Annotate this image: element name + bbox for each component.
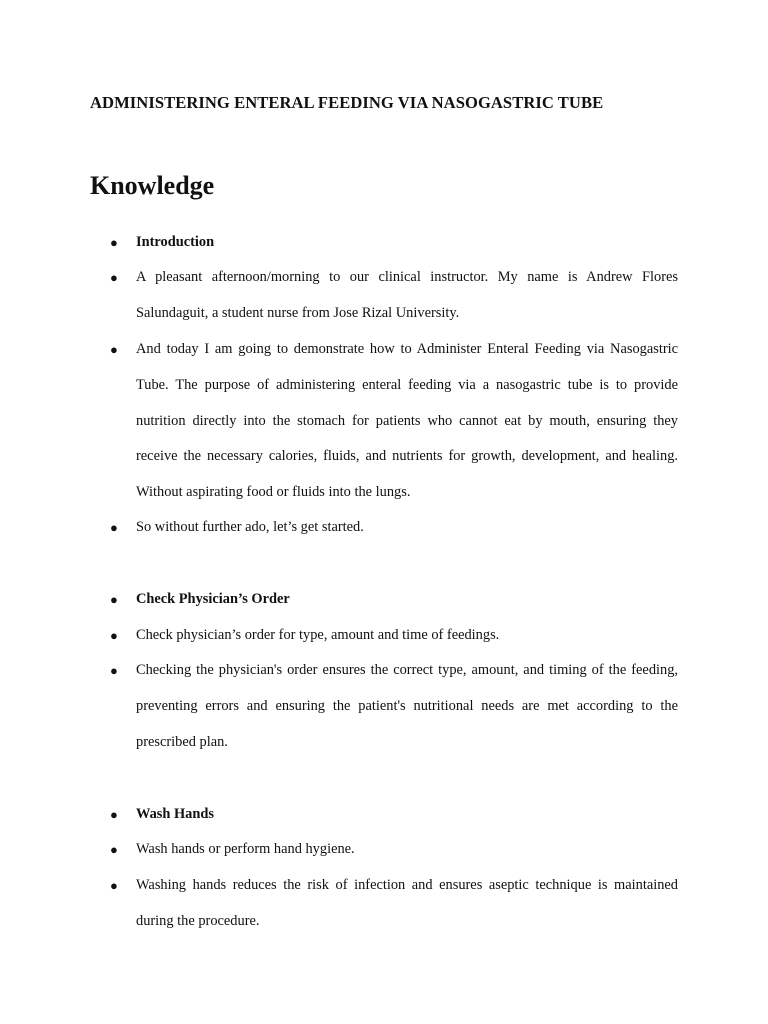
paragraph-check-order-rationale: Checking the physician's order ensures the correct type, amount, and timing of the feeding, preventing errors and ensuring the patient's nutritional needs are met according to the prescribed plan. <box>136 662 678 750</box>
paragraph-purpose: And today I am going to demonstrate how to Administer Enteral Feeding via Nasogastric Tube. The purpose of administering enteral feeding via a nasogastric tube is to provide nutrition directly into the stomach for patients who cannot eat by mouth, ensuring they receive the necessary calories, fluids, and nutrients for growth, development, and healing. Without aspirating food or fluids into the lungs. <box>136 341 678 501</box>
subheading-wash-hands: Wash Hands <box>136 806 214 822</box>
bullet-icon: ● <box>110 878 118 893</box>
document-title: ADMINISTERING ENTERAL FEEDING VIA NASOGASTRIC TUBE <box>90 93 604 112</box>
paragraph-start: So without further ado, let’s get started. <box>136 519 364 535</box>
section-heading: Knowledge <box>90 171 215 200</box>
bullet-icon: ● <box>110 270 118 285</box>
paragraph-wash-hands: Wash hands or perform hand hygiene. <box>136 841 355 857</box>
bullet-icon: ● <box>110 842 118 857</box>
paragraph-check-order: Check physician’s order for type, amount and time of feedings. <box>136 627 500 643</box>
bullet-icon: ● <box>110 663 118 678</box>
bullet-icon: ● <box>110 592 118 607</box>
bullet-icon: ● <box>110 342 118 357</box>
bullet-icon: ● <box>110 807 118 822</box>
paragraph-greeting: A pleasant afternoon/morning to our clinical instructor. My name is Andrew Flores Salundaguit, a student nurse from Jose Rizal University. <box>136 269 678 321</box>
bullet-icon: ● <box>110 520 118 535</box>
paragraph-wash-hands-rationale: Washing hands reduces the risk of infection and ensures aseptic technique is maintained during the procedure. <box>136 877 678 929</box>
bullet-icon: ● <box>110 235 118 250</box>
bullet-icon: ● <box>110 628 118 643</box>
subheading-introduction: Introduction <box>136 234 215 250</box>
subheading-check-physicians-order: Check Physician’s Order <box>136 591 290 607</box>
